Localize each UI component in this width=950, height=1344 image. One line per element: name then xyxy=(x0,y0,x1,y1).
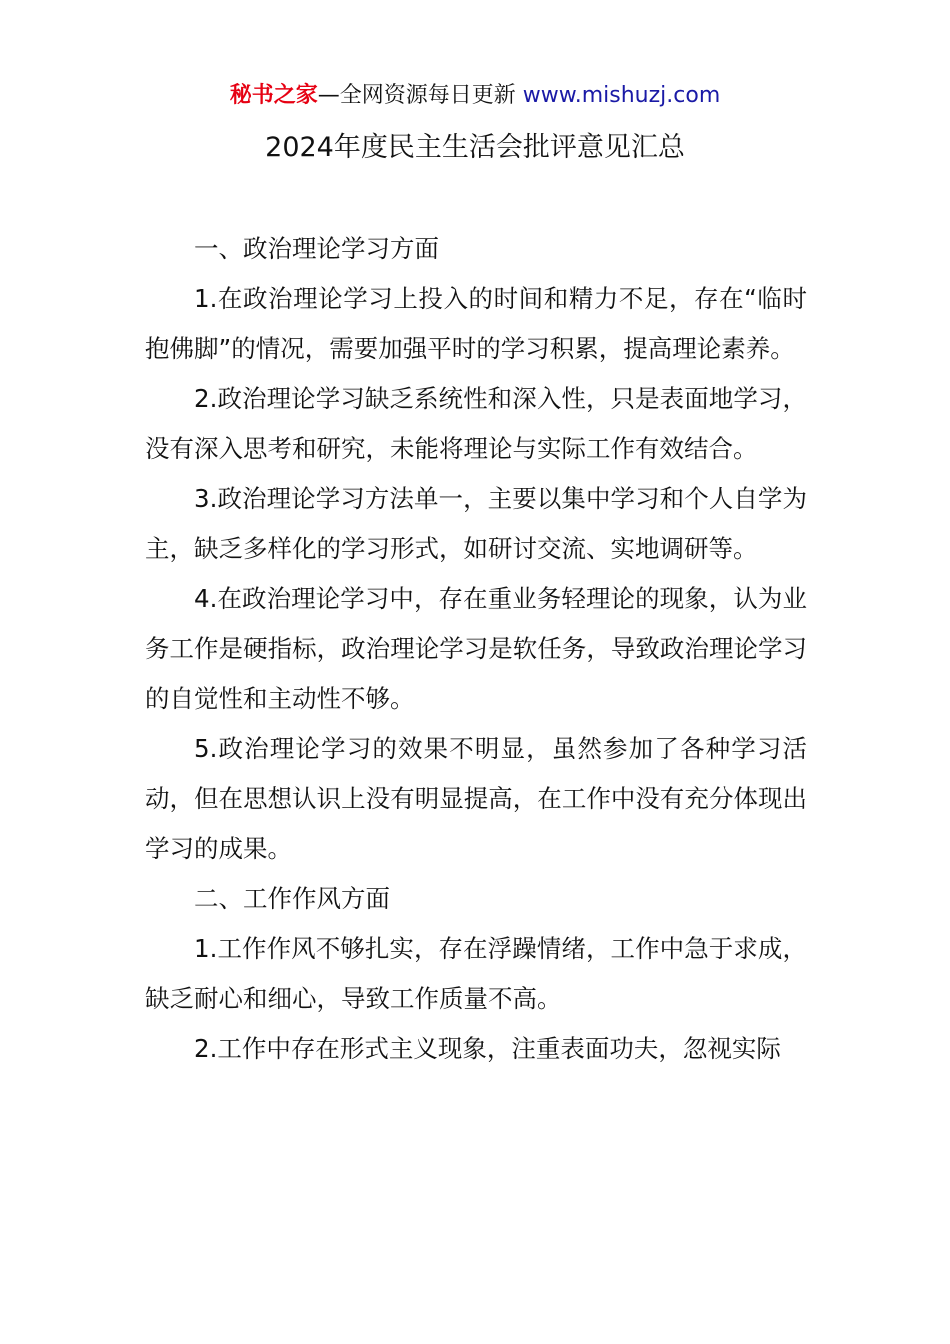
paragraph: 2.政治理论学习缺乏系统性和深入性，只是表面地学习，没有深入思考和研究，未能将理论与实际工作有效结合。 xyxy=(145,384,807,463)
paragraph: 3.政治理论学习方法单一，主要以集中学习和个人自学为主，缺乏多样化的学习形式，如研讨交流、实地调研等。 xyxy=(145,484,807,563)
paragraph: 5.政治理论学习的效果不明显，虽然参加了各种学习活动，但在思想认识上没有明显提高，在工作中没有充分体现出学习的成果。 xyxy=(145,734,807,863)
site-url-link[interactable]: www.mishuzj.com xyxy=(522,83,721,108)
section-heading-political-theory: 一、政治理论学习方面 xyxy=(194,234,439,263)
site-header xyxy=(0,78,950,114)
section-heading-work-style: 二、工作作风方面 xyxy=(194,884,390,913)
paragraph: 2.工作中存在形式主义现象，注重表面功夫，忽视实际 xyxy=(194,1034,781,1063)
paragraph: 1.工作作风不够扎实，存在浮躁情绪，工作中急于求成，缺乏耐心和细心，导致工作质量不高。 xyxy=(145,934,807,1013)
paragraph: 1.在政治理论学习上投入的时间和精力不足，存在“临时抱佛脚”的情况，需要加强平时的学习积累，提高理论素养。 xyxy=(145,284,807,363)
site-tagline: —全网资源每日更新 xyxy=(317,83,523,108)
site-brand: 秘书之家 xyxy=(229,83,318,108)
document-body xyxy=(145,224,807,1074)
paragraph: 4.在政治理论学习中，存在重业务轻理论的现象，认为业务工作是硬指标，政治理论学习是软任务，导致政治理论学习的自觉性和主动性不够。 xyxy=(145,584,807,713)
document-title: 2024年度民主生活会批评意见汇总 xyxy=(265,132,685,163)
